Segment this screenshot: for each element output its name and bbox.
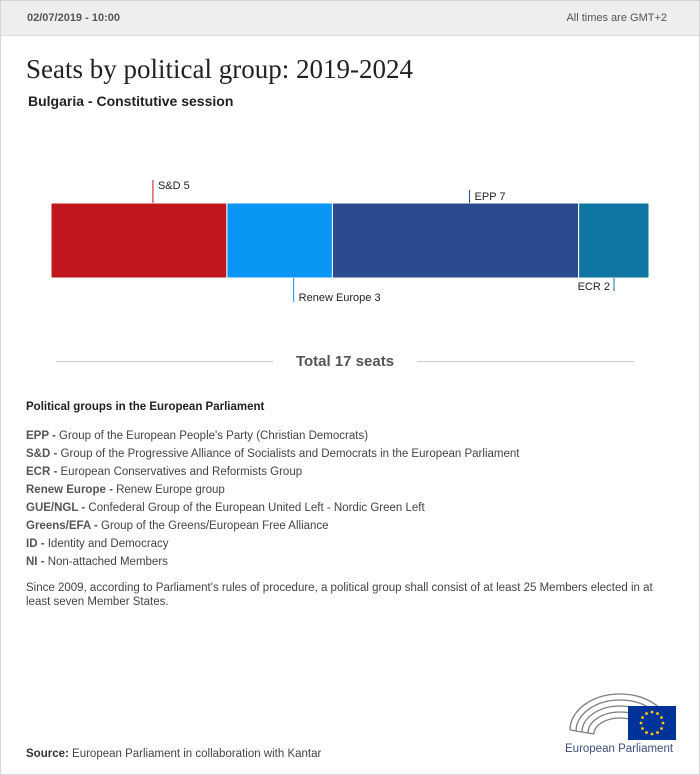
- total-seats-divider: [56, 352, 634, 372]
- flag-star-icon: [651, 733, 654, 736]
- group-list-item: [26, 445, 519, 463]
- group-abbreviation: Greens/EFA -: [26, 520, 101, 532]
- group-full-name: European Conservatives and Reformists Group: [60, 466, 303, 478]
- timezone-note: All times are GMT+2: [566, 12, 667, 24]
- group-list-item: [26, 427, 519, 445]
- group-list-item: [26, 517, 519, 535]
- groups-legend-list: [26, 427, 519, 571]
- group-full-name: Group of the Greens/European Free Alliance: [101, 520, 329, 532]
- page-title: Seats by political group: 2019-2024: [26, 54, 413, 84]
- group-full-name: Identity and Democracy: [47, 538, 169, 550]
- total-seats-label: Total 17 seats: [295, 353, 395, 370]
- flag-star-icon: [656, 731, 659, 734]
- group-full-name: Confederal Group of the European United Left - Nordic Green Left: [88, 502, 425, 514]
- data-label-renew-europe: Renew Europe 3: [298, 292, 381, 304]
- flag-star-icon: [640, 722, 643, 725]
- flag-star-icon: [651, 711, 654, 714]
- flag-star-icon: [662, 722, 665, 725]
- flag-star-icon: [660, 716, 663, 719]
- group-list-item: [26, 463, 519, 481]
- flag-star-icon: [656, 712, 659, 715]
- group-abbreviation: S&D -: [26, 448, 61, 460]
- group-full-name: Non-attached Members: [47, 556, 168, 568]
- group-full-name: Group of the European People's Party (Christian Democrats): [59, 430, 369, 442]
- data-label-s-d: S&D 5: [157, 180, 190, 192]
- bar-epp: [332, 203, 578, 278]
- group-abbreviation: NI -: [26, 556, 48, 568]
- seats-stacked-bar-chart: [0, 170, 700, 320]
- group-list-item: [26, 553, 519, 571]
- bar-s-d: [51, 203, 227, 278]
- rules-note: Since 2009, according to Parliament's rules of procedure, a political group shall consist of at least 25 Members elected in at least seven Member States.: [26, 582, 653, 608]
- flag-star-icon: [645, 712, 648, 715]
- page-subtitle: Bulgaria - Constitutive session: [28, 93, 234, 109]
- data-label-epp: EPP 7: [474, 191, 506, 203]
- group-abbreviation: ID -: [26, 538, 48, 550]
- bar-renew-europe: [227, 203, 333, 278]
- flag-star-icon: [645, 731, 648, 734]
- group-full-name: Renew Europe group: [116, 484, 225, 496]
- group-abbreviation: ECR -: [26, 466, 61, 478]
- group-list-item: [26, 481, 519, 499]
- bar-ecr: [579, 203, 649, 278]
- groups-legend-title: Political groups in the European Parliament: [26, 401, 265, 413]
- group-list-item: [26, 499, 519, 517]
- source-label: Source:: [26, 748, 69, 760]
- group-abbreviation: GUE/NGL -: [26, 502, 89, 514]
- logo-text: European Parliament: [565, 743, 674, 755]
- data-label-ecr: ECR 2: [577, 281, 610, 293]
- source-text: European Parliament in collaboration with Kantar: [68, 748, 322, 760]
- top-bar: [1, 1, 699, 36]
- group-list-item: [26, 535, 519, 553]
- group-abbreviation: Renew Europe -: [26, 484, 117, 496]
- group-full-name: Group of the Progressive Alliance of Socialists and Democrats in the European Parliament: [60, 448, 520, 460]
- source-note: [26, 748, 321, 760]
- flag-star-icon: [641, 727, 644, 730]
- flag-star-icon: [660, 727, 663, 730]
- session-datetime: 02/07/2019 - 10:00: [27, 12, 120, 24]
- flag-star-icon: [641, 716, 644, 719]
- group-abbreviation: EPP -: [26, 430, 60, 442]
